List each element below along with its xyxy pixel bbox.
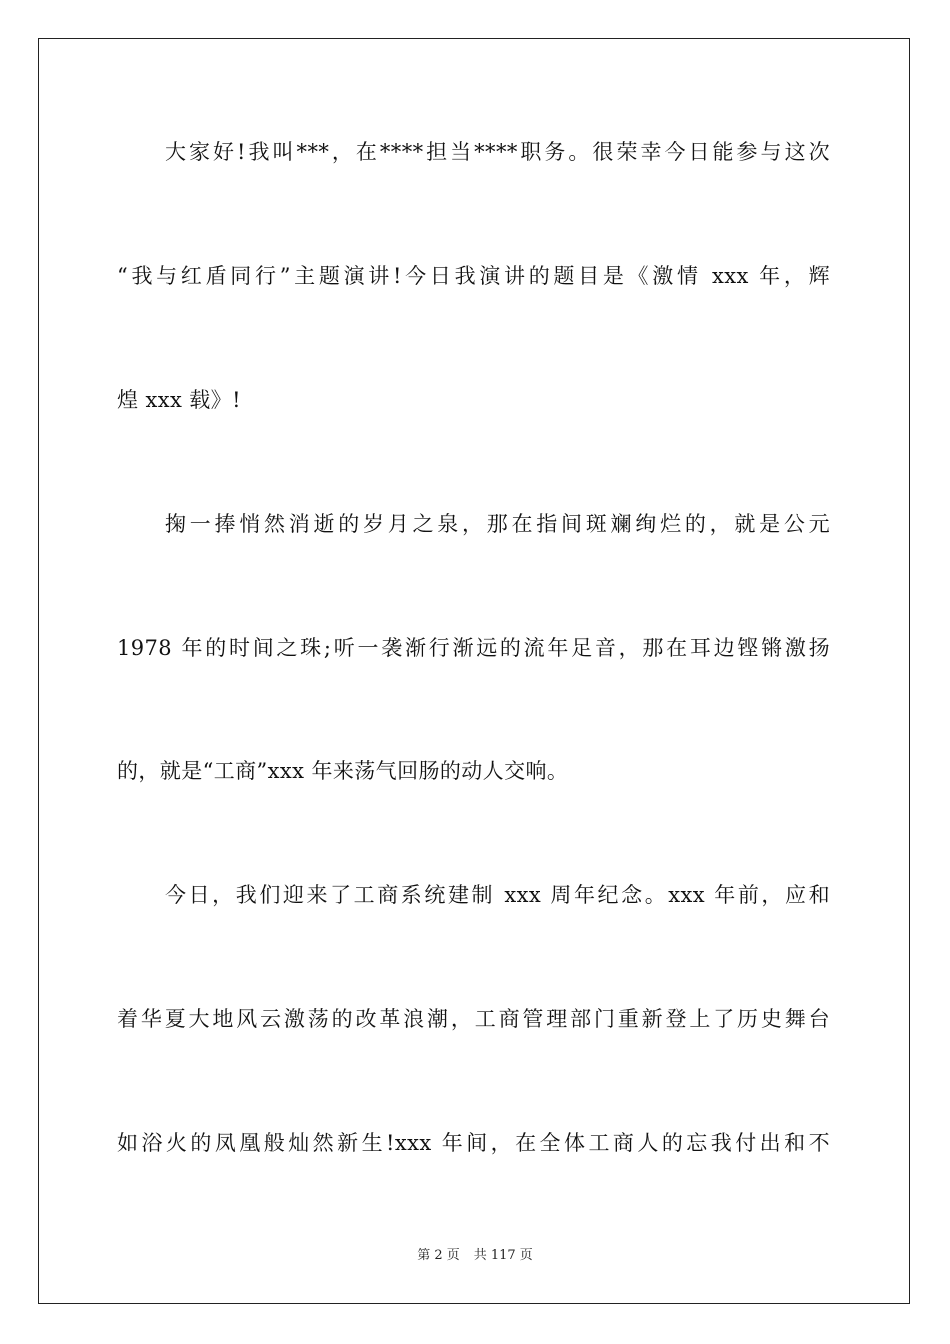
paragraph-2-line-3: 的，就是“工商”xxx 年来荡气回肠的动人交响。 bbox=[117, 759, 569, 783]
paragraph-3-line-2: 着华夏大地风云激荡的改革浪潮，工商管理部门重新登上了历史舞台 bbox=[117, 1007, 830, 1031]
paragraph-3-line-3: 如浴火的凤凰般灿然新生!xxx 年间，在全体工商人的忘我付出和不 bbox=[117, 1131, 830, 1155]
page-border bbox=[38, 38, 910, 1304]
page-number: 第 2 页 bbox=[417, 1248, 460, 1263]
paragraph-3-line-1: 今日，我们迎来了工商系统建制 xxx 周年纪念。xxx 年前，应和 bbox=[165, 883, 830, 907]
paragraph-2-line-2: 1978 年的时间之珠;听一袭渐行渐远的流年足音，那在耳边铿锵激扬 bbox=[117, 636, 830, 660]
paragraph-1-line-1: 大家好!我叫***，在****担当****职务。很荣幸今日能参与这次 bbox=[165, 140, 830, 164]
paragraph-2-line-1: 掬一捧悄然消逝的岁月之泉，那在指间斑斓绚烂的，就是公元 bbox=[165, 512, 830, 536]
paragraph-1-line-2: “我与红盾同行”主题演讲!今日我演讲的题目是《激情 xxx 年，辉 bbox=[117, 264, 830, 288]
paragraph-1-line-3: 煌 xxx 载》! bbox=[117, 388, 241, 412]
total-pages: 共 117 页 bbox=[473, 1248, 533, 1263]
page-footer bbox=[0, 1247, 950, 1265]
